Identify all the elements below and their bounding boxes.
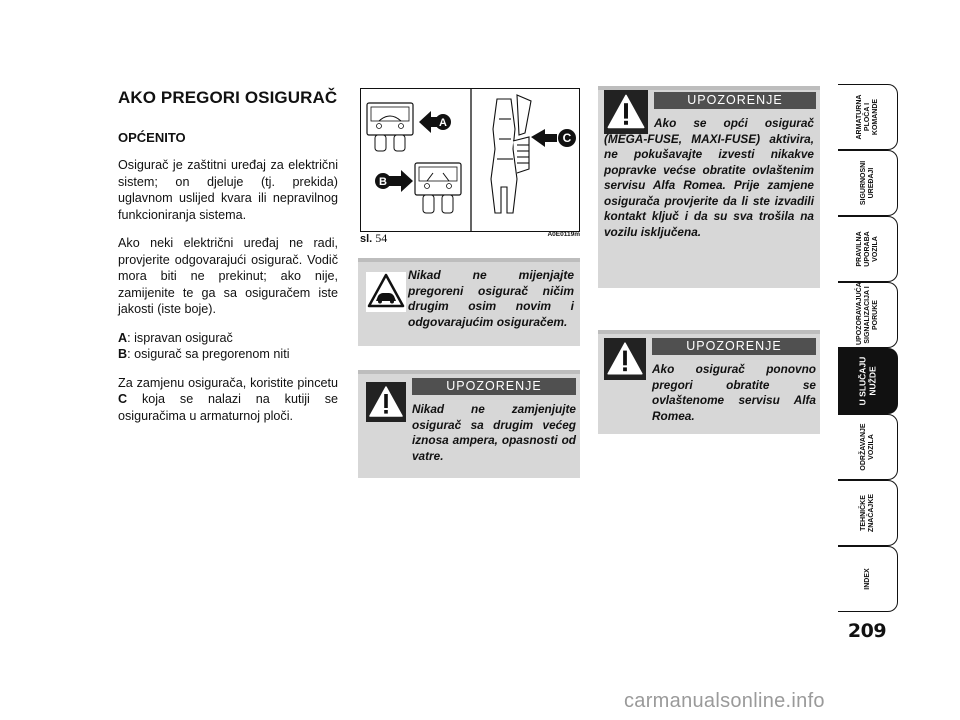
paragraph-check: Ako neki električni uređaj ne radi, provjerite odgovarajući osigurač. Vodič mora biti ne prekinut; ako nije, zamijenite te ga sa osiguračem iste jakosti (iste boje). bbox=[118, 236, 338, 316]
main-text-column bbox=[118, 88, 338, 436]
tab-tehnicke-znacajke[interactable] bbox=[838, 480, 898, 546]
fuse-illustration bbox=[361, 89, 579, 231]
tweezers-drawing bbox=[491, 95, 531, 213]
tab-pravilna-uporaba[interactable] bbox=[838, 216, 898, 282]
legend-key-b: B bbox=[118, 347, 128, 361]
tab-label: TEHNIČKE ZNAČAJKE bbox=[859, 493, 875, 533]
section-subtitle: OPĆENITO bbox=[118, 130, 186, 145]
fuse-figure bbox=[360, 88, 580, 232]
warning-3-icon bbox=[604, 338, 646, 380]
figure-caption bbox=[360, 231, 580, 245]
replace-text-2: koja se nalazi na kutiji se osiguračima u armaturnoj ploči. bbox=[118, 392, 338, 423]
label-c: C bbox=[562, 131, 572, 145]
legend-text-b: : osigurač sa pregorenom niti bbox=[127, 347, 290, 361]
warning-3-header: UPOZORENJE bbox=[652, 338, 816, 355]
tab-label: SIGURNOSNI UREĐAJI bbox=[859, 160, 875, 206]
page-title: AKO PREGORI OSIGURAČ bbox=[118, 88, 338, 107]
paragraph-intro: Osigurač je zaštitni uređaj za električni sistem; on djeluje (tj. prekida) uglavnom uslijed kvara ili nepravilnog funkcioniranja sistema. bbox=[118, 158, 338, 222]
warning-box-3 bbox=[598, 330, 820, 434]
watermark-text: carmanualsonline.info bbox=[624, 690, 825, 712]
tab-label: U SLUČAJU NUŽDE bbox=[857, 356, 877, 406]
legend-text-a: : ispravan osigurač bbox=[127, 330, 233, 345]
note-text: Nikad ne mijenjajte pregoreni osigurač ničim drugim osim novim i odgovarajućim osiguračem. bbox=[408, 268, 574, 329]
tweezers-key: C bbox=[118, 392, 128, 406]
tab-label: ODRŽAVANJE VOZILA bbox=[859, 423, 875, 471]
tab-index[interactable] bbox=[838, 546, 898, 612]
tab-armaturna-ploca[interactable] bbox=[838, 84, 898, 150]
note-box bbox=[358, 258, 580, 346]
warning-3-rule bbox=[598, 330, 820, 334]
tab-label: INDEX bbox=[863, 568, 871, 590]
tab-upozoravajuca-signalizacija[interactable] bbox=[838, 282, 898, 348]
car-note-icon bbox=[366, 272, 406, 312]
tab-label: PRAVILNA UPORABA VOZILA bbox=[855, 231, 879, 267]
label-a: A bbox=[439, 117, 447, 129]
warning-box-2 bbox=[598, 86, 820, 288]
warning-1-text: Nikad ne zamjenjujte osigurač sa drugim većeg iznosa ampera, opasnosti od vatre. bbox=[412, 402, 576, 463]
fuse-b-drawing bbox=[415, 163, 461, 213]
warning-1-rule bbox=[358, 370, 580, 374]
figure-code: A0E0119m bbox=[547, 231, 580, 238]
tab-u-slucaju-nuzde[interactable] bbox=[838, 348, 898, 414]
note-top-rule bbox=[358, 258, 580, 262]
warning-2-header: UPOZORENJE bbox=[654, 92, 816, 109]
tab-sigurnosni-uredaji[interactable] bbox=[838, 150, 898, 216]
tab-label: ARMATURNA PLOČA I KOMANDE bbox=[855, 94, 879, 140]
warning-box-1 bbox=[358, 370, 580, 478]
chapter-tabs bbox=[838, 60, 898, 620]
paragraph-replace bbox=[118, 375, 338, 425]
caption-prefix: sl. bbox=[360, 233, 373, 245]
legend-key-a: A bbox=[118, 330, 128, 345]
legend-definitions bbox=[118, 330, 338, 363]
warning-1-icon bbox=[366, 382, 406, 422]
tab-label: UPOZORAVAJUĆA SIGNALIZACIJA I PORUKE bbox=[855, 282, 879, 345]
page-number: 209 bbox=[847, 620, 887, 642]
warning-3-text: Ako osigurač ponovno pregori obratite se ovlaštenome servisu Alfa Romea. bbox=[652, 362, 816, 423]
tab-odrzavanje-vozila[interactable] bbox=[838, 414, 898, 480]
fuse-a-drawing bbox=[367, 103, 413, 151]
label-b: B bbox=[379, 176, 387, 188]
warning-1-header: UPOZORENJE bbox=[412, 378, 576, 395]
replace-text-1: Za zamjenu osigurača, koristite pincetu bbox=[118, 375, 338, 390]
caption-number: 54 bbox=[375, 231, 388, 245]
warning-2-text: Ako se opći osigurač (MEGA-FUSE, MAXI-FUSE) aktivira, ne pokušavajte izvesti nikakve popravke većse obratite ovlaštenim servisu Alfa Romea. Prije zamjene osigurača provjerite da li ste izvadili kontakt ključ i da su sva trošila na vozilu isključena. bbox=[604, 116, 814, 239]
